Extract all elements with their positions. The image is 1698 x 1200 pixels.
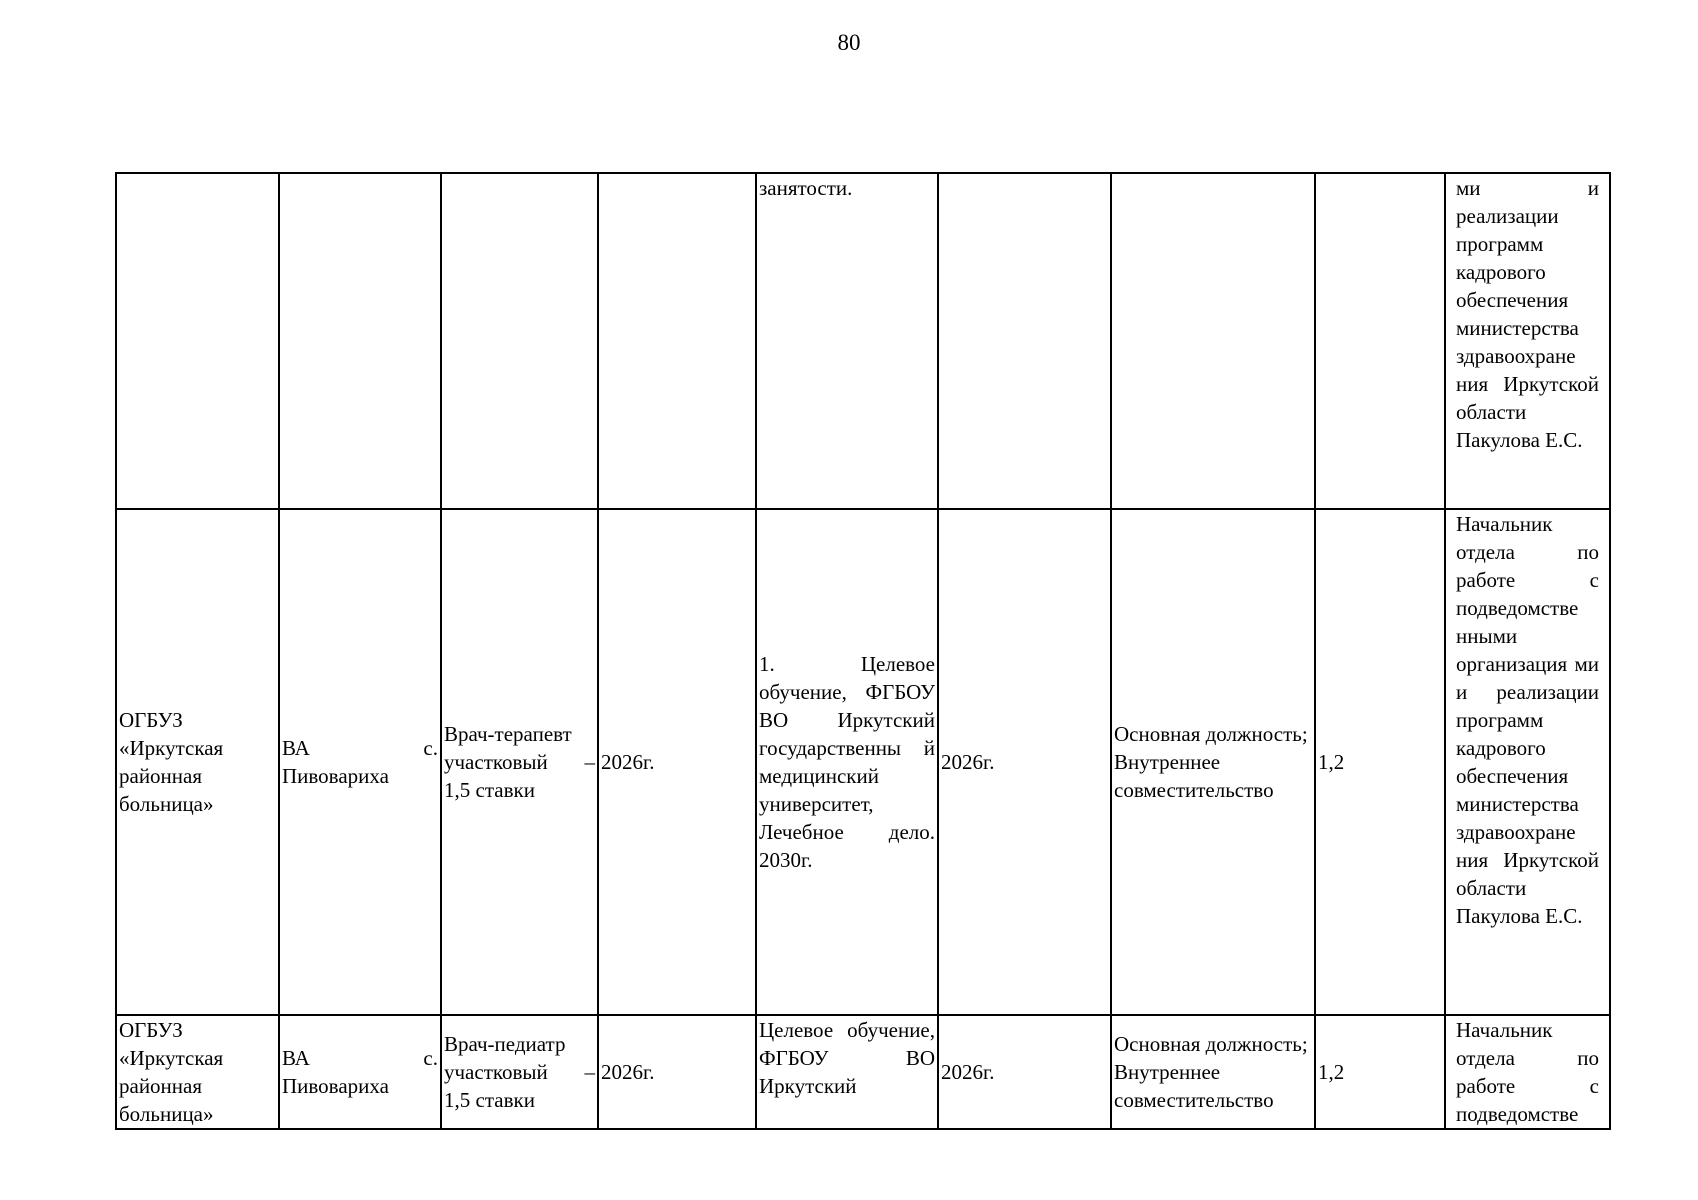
cell-deadline (938, 173, 1111, 509)
cell-employment-type (1111, 173, 1315, 509)
staffing-table (115, 172, 1611, 1130)
cell-rate: 1,2 (1315, 1015, 1445, 1129)
cell-responsible: Начальник отдела по работе с подведомстве (1445, 1015, 1610, 1129)
cell-measures: занятости. (756, 173, 938, 509)
table-row (116, 173, 1610, 509)
cell-settlement: ВА с. Пивовариха (279, 1015, 441, 1129)
cell-rate (1315, 173, 1445, 509)
cell-measures: 1. Целевое обучение, ФГБОУ ВО Иркутский государственны й медицинский университет, Лечебное дело. 2030г. (756, 509, 938, 1015)
cell-year (598, 173, 756, 509)
cell-employment-type: Основная должность; Внутреннее совместительство (1111, 1015, 1315, 1129)
cell-organization (116, 173, 279, 509)
cell-settlement (279, 173, 441, 509)
cell-measures: Целевое обучение, ФГБОУ ВО Иркутский (756, 1015, 938, 1129)
cell-position: Врач-терапевт участковый – 1,5 ставки (441, 509, 598, 1015)
cell-year: 2026г. (598, 1015, 756, 1129)
cell-employment-type: Основная должность; Внутреннее совместительство (1111, 509, 1315, 1015)
cell-responsible: ми и реализации программ кадрового обеспечения министерства здравоохране ния Иркутской области Пакулова Е.С. (1445, 173, 1610, 509)
cell-deadline: 2026г. (938, 509, 1111, 1015)
cell-deadline: 2026г. (938, 1015, 1111, 1129)
cell-position: Врач-педиатр участковый – 1,5 ставки (441, 1015, 598, 1129)
cell-position (441, 173, 598, 509)
cell-settlement: ВА с. Пивовариха (279, 509, 441, 1015)
cell-organization: ОГБУЗ «Иркутская районная больница» (116, 509, 279, 1015)
cell-organization: ОГБУЗ «Иркутская районная больница» (116, 1015, 279, 1129)
cell-year: 2026г. (598, 509, 756, 1015)
page-number: 80 (837, 30, 861, 55)
cell-responsible: Начальник отдела по работе с подведомстве нными организация ми и реализации программ кадрового обеспечения министерства здравоохране ния Иркутской области Пакулова Е.С. (1445, 509, 1610, 1015)
table-row (116, 509, 1610, 1015)
cell-rate: 1,2 (1315, 509, 1445, 1015)
table-row (116, 1015, 1610, 1129)
